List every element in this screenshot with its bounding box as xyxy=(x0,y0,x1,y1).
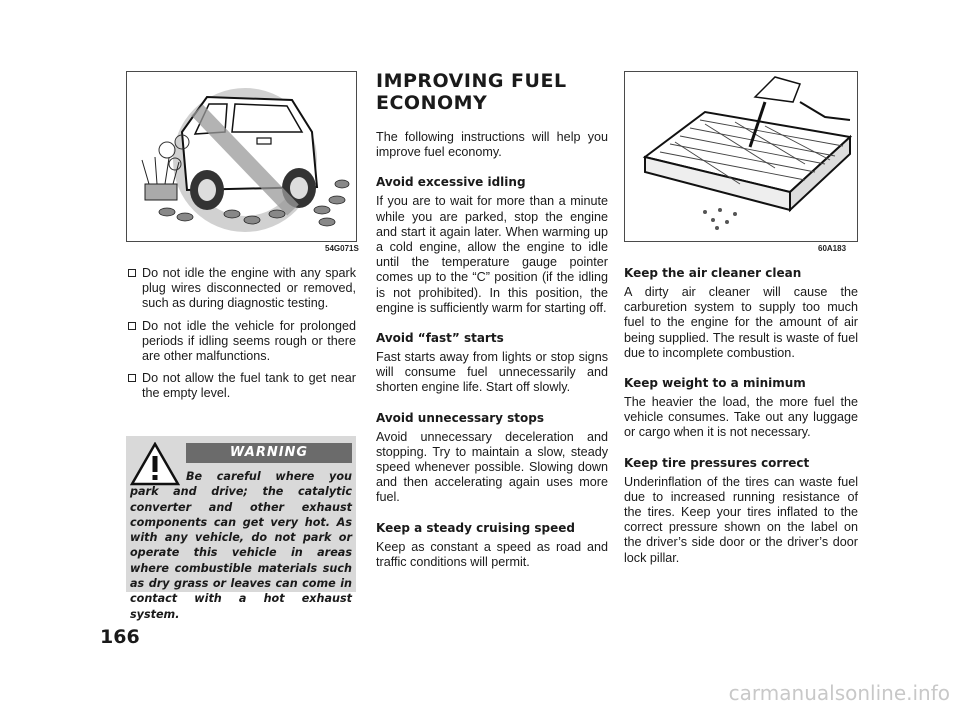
subheading: Avoid “fast” starts xyxy=(376,331,504,346)
checkbox-bullet-icon xyxy=(128,374,136,382)
title-line: IMPROVING FUEL xyxy=(376,70,567,92)
title-line: ECONOMY xyxy=(376,92,488,114)
warning-text: Be careful where you park and drive; the catalytic converter and other exhaust components can get very hot. As with any vehicle, do not park or operate this vehicle in areas where combustible materials such as dry grass or leaves can come in contact with a hot exhaust system. xyxy=(130,470,352,621)
paragraph: Fast starts away from lights or stop signs will consume fuel unnecessarily and shorten engine life. Start off slowly. xyxy=(376,350,608,395)
bullet-text: Do not idle the engine with any spark plug wires disconnected or removed, such as during diagnostic testing. xyxy=(142,266,356,311)
page-number: 166 xyxy=(100,626,140,648)
paragraph: Avoid unnecessary deceleration and stopping. Try to maintain a slow, steady speed whenever possible. Slowing down and then accelerating again uses more fuel. xyxy=(376,429,608,505)
figure-code-left: 54G071S xyxy=(325,244,359,253)
figure-code-right: 60A183 xyxy=(818,244,847,253)
section-title xyxy=(376,70,608,114)
watermark: carmanualsonline.info xyxy=(728,681,950,705)
checkbox-bullet-icon xyxy=(128,269,136,277)
subheading: Keep the air cleaner clean xyxy=(624,266,802,280)
warning-box xyxy=(126,436,356,621)
bullet-item xyxy=(128,371,356,401)
idling-car-illustration xyxy=(126,71,357,242)
bullet-item xyxy=(128,266,356,312)
air-cleaner-illustration xyxy=(624,71,858,242)
paragraph: A dirty air cleaner will cause the carburetion system to supply too much fuel to the engine for the amount of air being supplied. The result is waste of fuel due to incomplete combustion. xyxy=(624,285,858,360)
paragraph: Underinflation of the tires can waste fuel due to increased running resistance of the tires. Keep your tires inflated to the correct pressure shown on the label on the driver’s side door or the driver’s door lock pillar. xyxy=(624,474,858,565)
bullet-item xyxy=(128,319,356,365)
no-idling-drawing xyxy=(127,72,356,241)
paragraph: If you are to wait for more than a minute while you are parked, stop the engine and start it again later. When warming up a cold engine, allow the engine to idle until the temperature gauge pointer comes up to the “C” position (if the idling is not prohibited). In this position, the engine is sufficiently warm for starting off. xyxy=(376,194,608,315)
subheading: Avoid unnecessary stops xyxy=(376,410,544,425)
subheading: Keep weight to a minimum xyxy=(624,376,806,391)
paragraph: The heavier the load, the more fuel the vehicle consumes. Take out any luggage or cargo when it is not necessary. xyxy=(624,395,858,440)
subheading: Keep tire pressures correct xyxy=(624,455,810,470)
warning-label: WARNING xyxy=(186,443,352,463)
middle-column xyxy=(376,70,608,570)
subheading: Avoid excessive idling xyxy=(376,175,526,190)
paragraph: Keep as constant a speed as road and traffic conditions will permit. xyxy=(376,539,608,569)
bullet-text: Do not allow the fuel tank to get near the empty level. xyxy=(142,371,356,401)
left-column xyxy=(128,266,356,409)
subheading: Keep a steady cruising speed xyxy=(376,520,575,535)
intro-paragraph: The following instructions will help you improve fuel economy. xyxy=(376,130,608,160)
checkbox-bullet-icon xyxy=(128,322,136,330)
bullet-text: Do not idle the vehicle for prolonged periods if idling seems rough or there are other malfunctions. xyxy=(142,318,356,364)
right-column xyxy=(624,265,858,566)
air-cleaner-drawing xyxy=(625,72,857,241)
